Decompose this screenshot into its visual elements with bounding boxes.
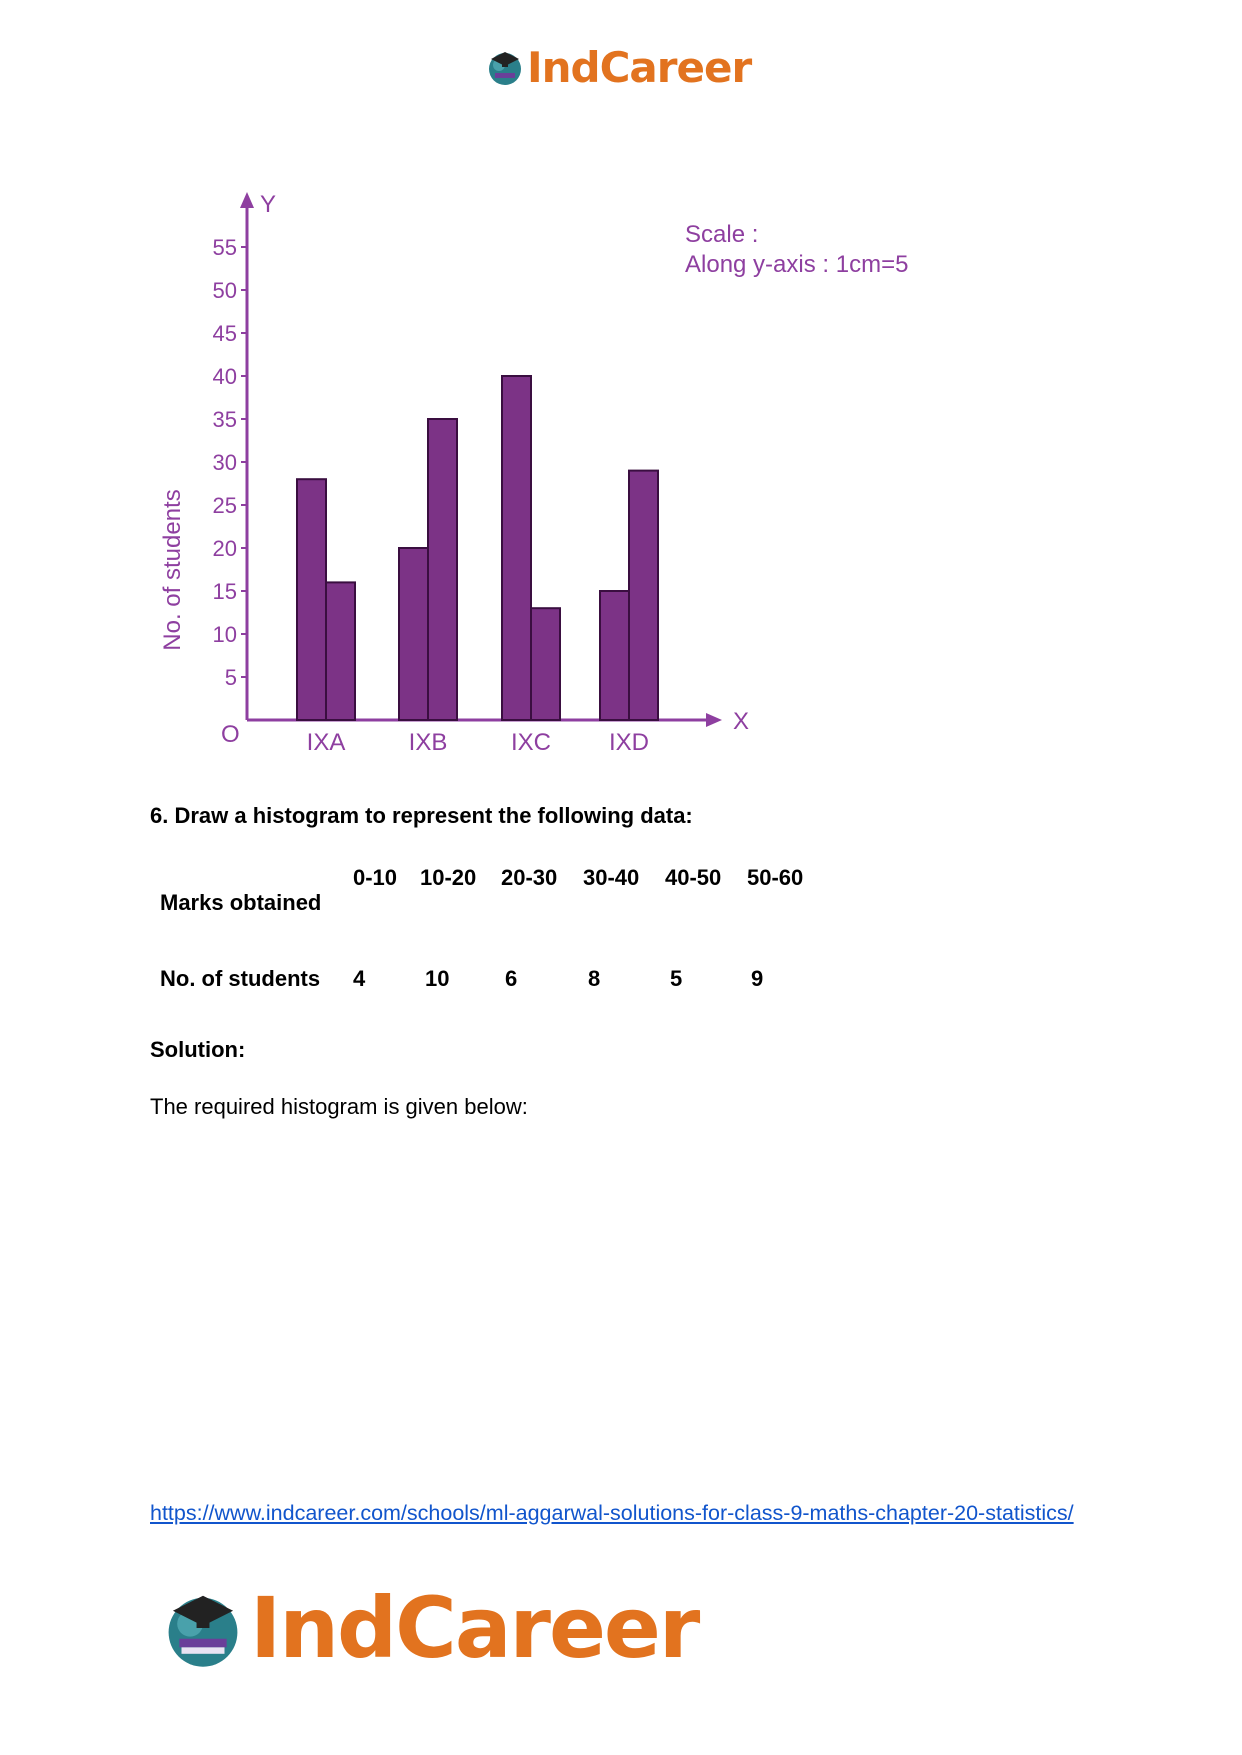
y-tick-label: 50 (212, 278, 237, 303)
count-cell: 9 (751, 966, 764, 991)
x-axis-letter: X (733, 708, 750, 735)
y-tick-label: 10 (212, 622, 237, 647)
x-tick-label: IXA (306, 729, 346, 756)
interval-cell: 40-50 (665, 865, 722, 890)
bar (502, 376, 531, 720)
bar (326, 582, 355, 720)
logo-text: IndCareer (527, 42, 752, 92)
globe-cap-icon (485, 47, 525, 87)
globe-cap-icon (160, 1585, 246, 1671)
solution-text: The required histogram is given below: (150, 1094, 528, 1119)
y-axis-label: No. of students (159, 489, 186, 651)
count-cell: 4 (353, 966, 366, 991)
interval-cell: 50-60 (747, 865, 804, 890)
x-tick-label: IXC (510, 729, 552, 756)
y-axis-arrow (240, 192, 254, 208)
row-label-students: No. of students (160, 966, 321, 991)
data-table (150, 860, 850, 1020)
count-cell: 10 (425, 966, 450, 991)
y-tick-label: 45 (212, 321, 237, 346)
bar (428, 419, 457, 720)
top-logo (485, 42, 751, 92)
interval-cell: 20-30 (501, 865, 558, 890)
y-tick-label: 25 (212, 493, 237, 518)
bar-chart (150, 190, 950, 780)
y-tick-label: 55 (212, 235, 237, 260)
bar (600, 591, 629, 720)
bar (297, 479, 326, 720)
row-label-marks: Marks obtained (160, 890, 322, 915)
count-cell: 8 (588, 966, 601, 991)
count-cell: 5 (670, 966, 683, 991)
count-cell: 6 (505, 966, 518, 991)
origin-label: O (221, 721, 240, 748)
interval-cell: 0-10 (353, 865, 398, 890)
y-tick-label: 20 (212, 536, 237, 561)
y-tick-label: 30 (212, 450, 237, 475)
interval-cell: 30-40 (583, 865, 640, 890)
bar (629, 471, 658, 720)
source-link[interactable]: https://www.indcareer.com/schools/ml-aggarwal-solutions-for-class-9-maths-chapter-20-statistics/ (150, 1501, 1074, 1525)
question-title: 6. Draw a histogram to represent the following data: (150, 803, 693, 828)
solution-heading: Solution: (150, 1037, 246, 1062)
x-tick-label: IXD (608, 729, 650, 756)
x-tick-label: IXB (408, 729, 448, 756)
bar (399, 548, 428, 720)
y-tick-label: 40 (212, 364, 237, 389)
y-tick-label: 35 (212, 407, 237, 432)
bar (531, 608, 560, 720)
scale-note: Along y-axis : 1cm=5 (685, 251, 909, 278)
y-tick-label: 5 (224, 665, 237, 690)
interval-cell: 10-20 (420, 865, 477, 890)
x-axis-arrow (706, 713, 722, 727)
logo-text: IndCareer (250, 1579, 699, 1677)
y-axis-letter: Y (260, 191, 277, 218)
bottom-logo (160, 1578, 698, 1678)
y-tick-label: 15 (212, 579, 237, 604)
scale-note: Scale : (685, 221, 759, 248)
